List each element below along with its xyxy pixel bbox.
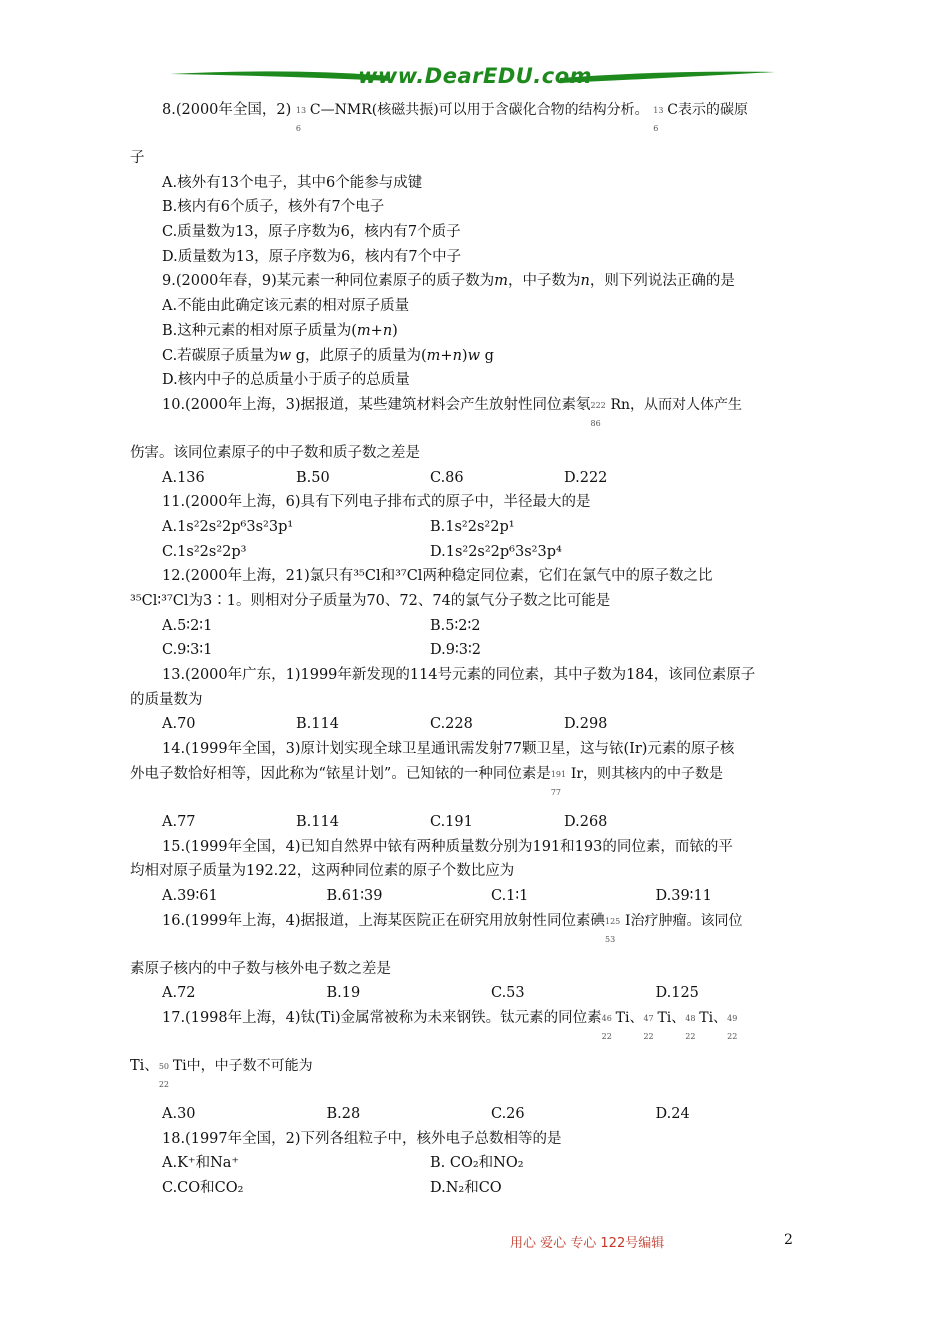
q18-option-c: C.CO和CO₂ [162,1180,244,1196]
q18-stem: 18.(1997年全国，2)下列各组粒子中，核外电子总数相等的是 [162,1130,562,1147]
q13-stem-cont: 的质量数为 [130,691,203,708]
q14-option-c: C.191 [430,813,473,830]
q11-options-cd [130,540,820,565]
q14-option-d: D.268 [564,813,608,830]
q15-options [130,884,820,909]
q11-option-c: C.1s²2s²2p³ [162,543,247,560]
q10-option-c: C.86 [430,469,464,486]
q17-option-d: D.24 [655,1105,690,1122]
q9-stem: 9.(2000年春，9)某元素一种同位素原子的质子数为m，中子数为n，则下列说法正确的是 [162,273,735,290]
q13-option-c: C.228 [430,716,473,733]
q11-option-d: D.1s²2s²2p⁶3s²3p⁴ [430,543,562,560]
q15-option-b: B.61∶39 [326,887,383,904]
q16-option-c: C.53 [491,985,525,1002]
q13-option-b: B.114 [296,716,339,733]
q8-stem [130,98,820,146]
q10-options [130,466,820,491]
isotope-i125: 125 53 I治疗肿瘤。该同位 [605,912,743,944]
q17-option-c: C.26 [491,1105,525,1122]
q16-option-b: B.19 [326,985,361,1002]
q15-stem: 15.(1999年全国，4)已知自然界中铱有两种质量数分别为191和193的同位素，而铱的平 [162,838,733,855]
site-logo[interactable]: www.DearEDU.com [357,64,593,88]
q17-option-b: B.28 [326,1105,361,1122]
q18-option-d: D.N₂和CO [430,1180,502,1196]
q14-option-a: A.77 [162,813,196,830]
q12-option-a: A.5∶2∶1 [162,617,213,634]
q10-stem: 10.(2000年上海，3)据报道，某些建筑材料会产生放射性同位素氡 222 86 Rn，从而对人体产生 [130,393,820,441]
isotope-ti50: 50 22 Ti中，中子数不可能为 [158,1057,313,1089]
q8-stem-text: 8.(2000年全国，2) [162,102,292,118]
q15-option-a: A.39∶61 [162,887,218,904]
q13-options [130,712,820,737]
q8-option-c: C.质量数为13，原子序数为6，核内有7个质子 [162,224,461,241]
q11-options-ab [130,515,820,540]
q16-stem: 16.(1999年上海，4)据报道，上海某医院正在研究用放射性同位素碘 125 53 I治疗肿瘤。该同位 [130,909,820,957]
q18-options-cd [130,1176,820,1201]
q12-stem: 12.(2000年上海，21)氯只有³⁵Cl和³⁷Cl两种稳定同位素，它们在氯气中的原子数之比 [162,568,713,585]
q17-option-a: A.30 [162,1105,196,1122]
q16-option-d: D.125 [655,985,699,1002]
q9-option-a: A.不能由此确定该元素的相对原子质量 [162,298,410,315]
q16-stem-cont: 素原子核内的中子数与核外电子数之差是 [130,960,391,977]
q14-stem: 14.(1999年全国，3)原计划实现全球卫星通讯需发射77颗卫星，这与铱(Ir)元素的原子核 [162,741,735,758]
q13-option-a: A.70 [162,716,196,733]
q14-stem-cont: 外电子数恰好相等，因此称为“铱星计划”。已知铱的一种同位素是 191 77 Ir，则其核内的中子数是 [130,762,820,810]
isotope-ti49: 49 22 [727,1013,738,1041]
q11-option-b: B.1s²2s²2p¹ [430,518,515,535]
footer-text: 用心 爱心 专心 122号编辑 [510,1236,665,1251]
q12-option-d: D.9∶3∶2 [430,642,481,659]
q12-option-c: C.9∶3∶1 [162,642,213,659]
isotope-c13: 13 6 C—NMR(核磁共振)可以用于含碳化合物的结构分析。 [295,102,649,133]
isotope-ti47: 47 22 Ti、 [643,1009,686,1041]
isotope-ir191: 191 77 Ir，则其核内的中子数是 [550,765,724,797]
q14-options [130,810,820,835]
q13-option-d: D.298 [564,716,608,733]
q8-option-b: B.核内有6个质子，核外有7个电子 [162,199,385,216]
q16-options [130,981,820,1006]
question-list [130,98,820,1201]
q16-option-a: A.72 [162,985,196,1002]
header-banner [170,60,780,100]
q8-option-d: D.质量数为13，原子序数为6，核内有7个中子 [162,248,462,265]
q12-stem-cont: ³⁵Cl∶³⁷Cl为3∶1。则相对分子质量为70、72、74的氯气分子数之比可能是 [130,593,611,609]
q18-option-a: A.K⁺和Na⁺ [162,1155,240,1172]
q10-stem-cont: 伤害。该同位素原子的中子数和质子数之差是 [130,444,420,461]
q9-option-d: D.核内中子的总质量小于质子的总质量 [162,372,410,389]
page-number: 2 [784,1232,793,1248]
q14-option-b: B.114 [296,813,339,830]
q17-stem: 17.(1998年上海，4)钛(Ti)金属常被称为未来钢铁。钛元素的同位素 46 22 Ti、 47 22 Ti、 48 22 Ti、 49 22 [130,1006,820,1054]
q10-option-b: B.50 [296,469,330,486]
q13-stem: 13.(2000年广东，1)1999年新发现的114号元素的同位素，其中子数为184，该同位素原子 [162,667,756,684]
q11-option-a: A.1s²2s²2p⁶3s²3p¹ [162,518,294,535]
isotope-c13-second: 13 6 C表示的碳原 [653,102,748,133]
isotope-ti46: 46 22 Ti、 [601,1009,644,1041]
isotope-ti48: 48 22 Ti、 [685,1009,728,1041]
q17-options [130,1102,820,1127]
q8-option-a: A.核外有13个电子，其中6个能参与成键 [162,174,423,191]
q9-option-c: C.若碳原子质量为w g，此原子的质量为(m+n)w g [162,347,494,364]
q15-option-d: D.39∶11 [655,887,712,904]
q11-stem: 11.(2000年上海，6)具有下列电子排布式的原子中，半径最大的是 [162,494,591,511]
q12-options-cd [130,638,820,663]
q17-stem-cont: Ti、 50 22 Ti中，中子数不可能为 [130,1054,820,1102]
q18-options-ab [130,1151,820,1176]
q15-stem-cont: 均相对原子质量为192.22，这两种同位素的原子个数比应为 [130,863,515,880]
q12-options-ab [130,614,820,639]
q8-stem-cont: 子 [130,150,145,166]
q10-option-d: D.222 [564,469,608,486]
q12-option-b: B.5∶2∶2 [430,617,481,634]
q10-option-a: A.136 [162,469,205,486]
q15-option-c: C.1∶1 [491,887,529,904]
q9-option-b: B.这种元素的相对原子质量为(m+n) [162,322,398,339]
q18-option-b: B. CO₂和NO₂ [430,1155,524,1172]
isotope-rn222: 222 86 Rn，从而对人体产生 [590,396,743,428]
